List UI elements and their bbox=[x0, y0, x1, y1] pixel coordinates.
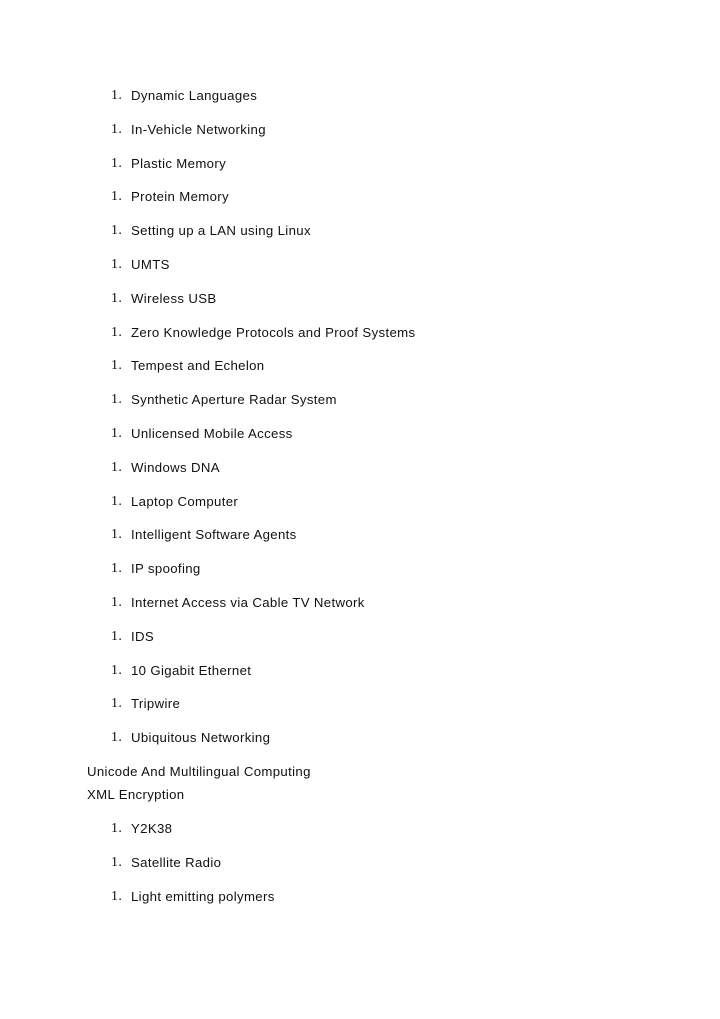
topic-list-two bbox=[0, 821, 720, 922]
list-item bbox=[0, 325, 720, 359]
item-text: Synthetic Aperture Radar System bbox=[131, 392, 337, 408]
item-text: 10 Gigabit Ethernet bbox=[131, 662, 252, 678]
list-item bbox=[0, 88, 720, 122]
item-text: In-Vehicle Networking bbox=[131, 121, 266, 137]
item-text: Satellite Radio bbox=[131, 854, 222, 870]
item-number: 1. bbox=[111, 88, 123, 103]
unicode-heading-line: Unicode And Multilingual Computing bbox=[87, 764, 311, 779]
item-number: 1. bbox=[111, 155, 123, 171]
item-text: Tripwire bbox=[131, 696, 181, 712]
item-text: Setting up a LAN using Linux bbox=[131, 223, 311, 239]
item-number: 1. bbox=[111, 730, 123, 746]
list-item bbox=[0, 696, 720, 730]
item-number: 1. bbox=[111, 459, 123, 475]
list-item bbox=[0, 855, 720, 889]
item-text: IDS bbox=[131, 628, 155, 644]
list-item bbox=[0, 122, 720, 156]
item-number: 1. bbox=[111, 392, 123, 408]
item-text: Zero Knowledge Protocols and Proof Systems bbox=[131, 324, 416, 340]
list-item bbox=[0, 527, 720, 561]
item-text: Laptop Computer bbox=[131, 493, 239, 509]
item-text: Y2K38 bbox=[131, 821, 173, 836]
list-item bbox=[0, 156, 720, 190]
item-text: Ubiquitous Networking bbox=[131, 730, 271, 746]
topic-list-one bbox=[0, 88, 720, 764]
item-number: 1. bbox=[111, 223, 123, 239]
item-text: Windows DNA bbox=[131, 459, 220, 475]
item-number: 1. bbox=[111, 628, 123, 644]
list-item bbox=[0, 889, 720, 923]
item-number: 1. bbox=[111, 561, 123, 577]
item-number: 1. bbox=[111, 189, 123, 205]
item-text: Protein Memory bbox=[131, 189, 229, 205]
item-number: 1. bbox=[111, 358, 123, 374]
item-text: Wireless USB bbox=[131, 290, 217, 306]
list-item bbox=[0, 426, 720, 460]
list-item bbox=[0, 291, 720, 325]
item-number: 1. bbox=[111, 121, 123, 137]
list-item bbox=[0, 392, 720, 426]
list-item bbox=[0, 358, 720, 392]
item-number: 1. bbox=[111, 256, 123, 272]
list-item bbox=[0, 663, 720, 697]
item-text: Unlicensed Mobile Access bbox=[131, 425, 293, 441]
item-number: 1. bbox=[111, 493, 123, 509]
item-number: 1. bbox=[111, 821, 123, 836]
item-text: Plastic Memory bbox=[131, 155, 227, 171]
list-item bbox=[0, 223, 720, 257]
item-number: 1. bbox=[111, 594, 123, 610]
item-number: 1. bbox=[111, 888, 123, 904]
list-item bbox=[0, 595, 720, 629]
list-item bbox=[0, 821, 720, 855]
list-item bbox=[0, 494, 720, 528]
item-text: IP spoofing bbox=[131, 561, 201, 577]
list-item bbox=[0, 257, 720, 291]
item-text: Tempest and Echelon bbox=[131, 358, 265, 374]
item-text: UMTS bbox=[131, 256, 170, 272]
item-number: 1. bbox=[111, 854, 123, 870]
item-text: Light emitting polymers bbox=[131, 888, 275, 904]
list-item bbox=[0, 730, 720, 764]
item-text: Dynamic Languages bbox=[131, 88, 258, 103]
list-item bbox=[0, 561, 720, 595]
item-number: 1. bbox=[111, 425, 123, 441]
item-number: 1. bbox=[111, 290, 123, 306]
list-item bbox=[0, 460, 720, 494]
item-text: Intelligent Software Agents bbox=[131, 527, 297, 543]
item-number: 1. bbox=[111, 324, 123, 340]
item-number: 1. bbox=[111, 662, 123, 678]
item-number: 1. bbox=[111, 696, 123, 712]
xml-encryption-line: XML Encryption bbox=[87, 787, 185, 802]
list-item bbox=[0, 629, 720, 663]
item-number: 1. bbox=[111, 527, 123, 543]
list-item bbox=[0, 189, 720, 223]
item-text: Internet Access via Cable TV Network bbox=[131, 594, 365, 610]
